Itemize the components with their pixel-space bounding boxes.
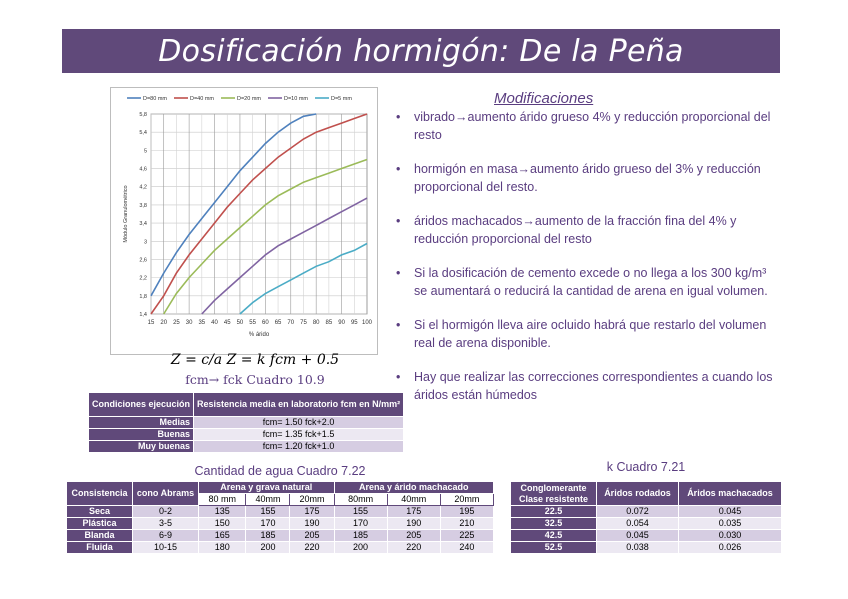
fcm-row-value: fcm= 1.20 fck+1.0 (194, 441, 404, 453)
table-row (67, 530, 494, 542)
x-tick-label: 80 (312, 320, 320, 326)
legend-label: D=40 mm (190, 96, 214, 102)
agua-cell: Plástica (67, 518, 133, 530)
title-bar (62, 29, 780, 73)
agua-cell: 205 (290, 530, 334, 542)
y-tick-label: 5,8 (139, 112, 147, 118)
y-tick-label: 3,4 (139, 221, 147, 228)
x-tick-label: 30 (185, 320, 193, 326)
agua-cell: 175 (290, 506, 334, 518)
agua-cell: 190 (387, 518, 440, 530)
list-item: • Si la dosificación de cemento excede o no llega a los 300 kg/m³ se aumentará o reducirá la cantidad de arena en igual volumen. (396, 265, 776, 300)
x-tick-label: 40 (211, 320, 218, 326)
agua-header-machacado: Arena y árido machacado (334, 482, 494, 494)
agua-cell: 205 (387, 530, 440, 542)
agua-size-header: 40mm (387, 494, 440, 506)
y-tick-label: 1,8 (139, 293, 147, 300)
k-cell: 0.045 (678, 506, 781, 518)
agua-cell: Seca (67, 506, 133, 518)
page-title: Dosificación hormigón: De la Peña (158, 33, 684, 69)
k-header-machacados: Áridos machacados (678, 482, 781, 506)
x-tick-label: 85 (325, 320, 333, 326)
list-item: • Hay que realizar las correcciones correspondientes a cuando los áridos están húmedos (396, 369, 776, 404)
fcm-header-resistance: Resistencia media en laboratorio fcm en N/mm² (194, 393, 404, 417)
x-tick-label: 25 (173, 320, 180, 326)
fcm-row-label: Buenas (89, 429, 194, 441)
fcm-caption: fcm→ fck Cuadro 10.9 (185, 372, 325, 387)
legend-label: D=10 mm (284, 96, 308, 102)
agua-size-header: 20mm (440, 494, 493, 506)
fcm-row-value: fcm= 1.35 fck+1.5 (194, 429, 404, 441)
k-header-rodados: Áridos rodados (597, 482, 679, 506)
agua-cell: 3-5 (133, 518, 199, 530)
agua-cell: 225 (440, 530, 493, 542)
chart-svg (111, 88, 377, 354)
agua-cell: 170 (246, 518, 290, 530)
agua-cell: 165 (199, 530, 246, 542)
y-tick-label: 2,6 (139, 257, 147, 264)
k-cell: 0.030 (678, 530, 781, 542)
table-row (67, 506, 494, 518)
fcm-row-label: Muy buenas (89, 441, 194, 453)
x-tick-label: 100 (361, 320, 373, 326)
agua-cell: 190 (290, 518, 334, 530)
list-item: • vibrado→aumento árido grueso 4% y reducción proporcional del resto (396, 109, 776, 144)
k-cell: 42.5 (511, 530, 597, 542)
x-tick-label: 95 (350, 320, 358, 326)
agua-cell: 155 (334, 506, 387, 518)
agua-cell: 200 (334, 542, 387, 554)
y-tick-label: 5,4 (139, 130, 147, 137)
agua-cell: 155 (246, 506, 290, 518)
y-tick-label: 5 (143, 148, 147, 155)
x-tick-label: 50 (236, 320, 244, 326)
agua-size-header: 80mm (334, 494, 387, 506)
y-axis-label: Módulo Granulométrico (123, 185, 129, 243)
fcm-table (88, 392, 404, 453)
y-tick-label: 2,2 (139, 275, 147, 282)
formula-block (130, 352, 380, 387)
list-item: • hormigón en masa→aumento árido grueso del 3% y reducción proporcional del resto. (396, 161, 776, 196)
x-tick-label: 15 (147, 320, 155, 326)
agua-cell: 10-15 (133, 542, 199, 554)
k-cell: 52.5 (511, 542, 597, 554)
agua-cell: 220 (290, 542, 334, 554)
x-axis-label: % árido (248, 332, 270, 338)
agua-cell: 0-2 (133, 506, 199, 518)
x-tick-label: 65 (274, 320, 282, 326)
x-tick-label: 70 (287, 320, 295, 326)
fcm-header-conditions: Condiciones ejecución (89, 393, 194, 417)
k-table (510, 481, 782, 554)
agua-cell: 150 (199, 518, 246, 530)
k-cell: 32.5 (511, 518, 597, 530)
table-row (67, 542, 494, 554)
table-row (511, 518, 782, 530)
agua-header-abrams: cono Abrams (133, 482, 199, 506)
k-cell: 0.072 (597, 506, 679, 518)
agua-cell: 6-9 (133, 530, 199, 542)
table-row (511, 542, 782, 554)
formula-line: Z = c/a Z = k fcm + 0.5 (170, 352, 340, 368)
k-cell: 0.026 (678, 542, 781, 554)
k-caption: k Cuadro 7.21 (606, 460, 686, 474)
agua-size-header: 20mm (290, 494, 334, 506)
agua-header-natural: Arena y grava natural (199, 482, 335, 494)
list-item: • Si el hormigón lleva aire ocluido habrá que restarlo del volumen real de arena disponible. (396, 317, 776, 352)
x-tick-label: 60 (262, 320, 269, 326)
agua-cell: 195 (440, 506, 493, 518)
k-cell: 0.054 (597, 518, 679, 530)
agua-cell: 240 (440, 542, 493, 554)
agua-size-header: 40mm (246, 494, 290, 506)
agua-cell: 180 (199, 542, 246, 554)
legend-label: D=80 mm (143, 96, 167, 102)
k-cell: 22.5 (511, 506, 597, 518)
agua-cell: 175 (387, 506, 440, 518)
agua-cell: 185 (334, 530, 387, 542)
table-row (67, 518, 494, 530)
k-header-conglomerante: Conglomerante Clase resistente (511, 482, 597, 506)
k-cell: 0.038 (597, 542, 679, 554)
table-row (511, 506, 782, 518)
agua-cell: 185 (246, 530, 290, 542)
modificaciones-title: Modificaciones (494, 90, 594, 107)
agua-cell: 200 (246, 542, 290, 554)
y-tick-label: 4,6 (139, 166, 147, 173)
agua-cell: 170 (334, 518, 387, 530)
agua-size-header: 80 mm (199, 494, 246, 506)
modificaciones-list (396, 109, 776, 404)
x-tick-label: 90 (338, 320, 345, 326)
table-row (511, 530, 782, 542)
legend-label: D=20 mm (237, 96, 261, 102)
list-item: • áridos machacados→aumento de la fracción fina del 4% y reducción proporcional del resto (396, 213, 776, 248)
y-tick-label: 1,4 (139, 312, 147, 318)
agua-caption: Cantidad de agua Cuadro 7.22 (194, 464, 366, 478)
legend-label: D=5 mm (331, 96, 352, 102)
x-tick-label: 35 (198, 320, 206, 326)
y-tick-label: 3,8 (139, 202, 147, 209)
agua-cell: Fluida (67, 542, 133, 554)
fcm-row-label: Medias (89, 417, 194, 429)
x-tick-label: 45 (223, 320, 231, 326)
k-cell: 0.035 (678, 518, 781, 530)
x-tick-label: 75 (300, 320, 307, 326)
agua-cell: 135 (199, 506, 246, 518)
agua-cell: Blanda (67, 530, 133, 542)
k-cell: 0.045 (597, 530, 679, 542)
x-tick-label: 20 (160, 320, 168, 326)
agua-cell: 220 (387, 542, 440, 554)
x-tick-label: 55 (249, 320, 256, 326)
y-tick-label: 4,2 (139, 184, 147, 191)
agua-table (66, 481, 494, 554)
agua-cell: 210 (440, 518, 493, 530)
agua-header-consistencia: Consistencia (67, 482, 133, 506)
y-tick-label: 3 (143, 239, 147, 246)
fcm-row-value: fcm= 1.50 fck+2.0 (194, 417, 404, 429)
grading-chart (110, 87, 378, 355)
